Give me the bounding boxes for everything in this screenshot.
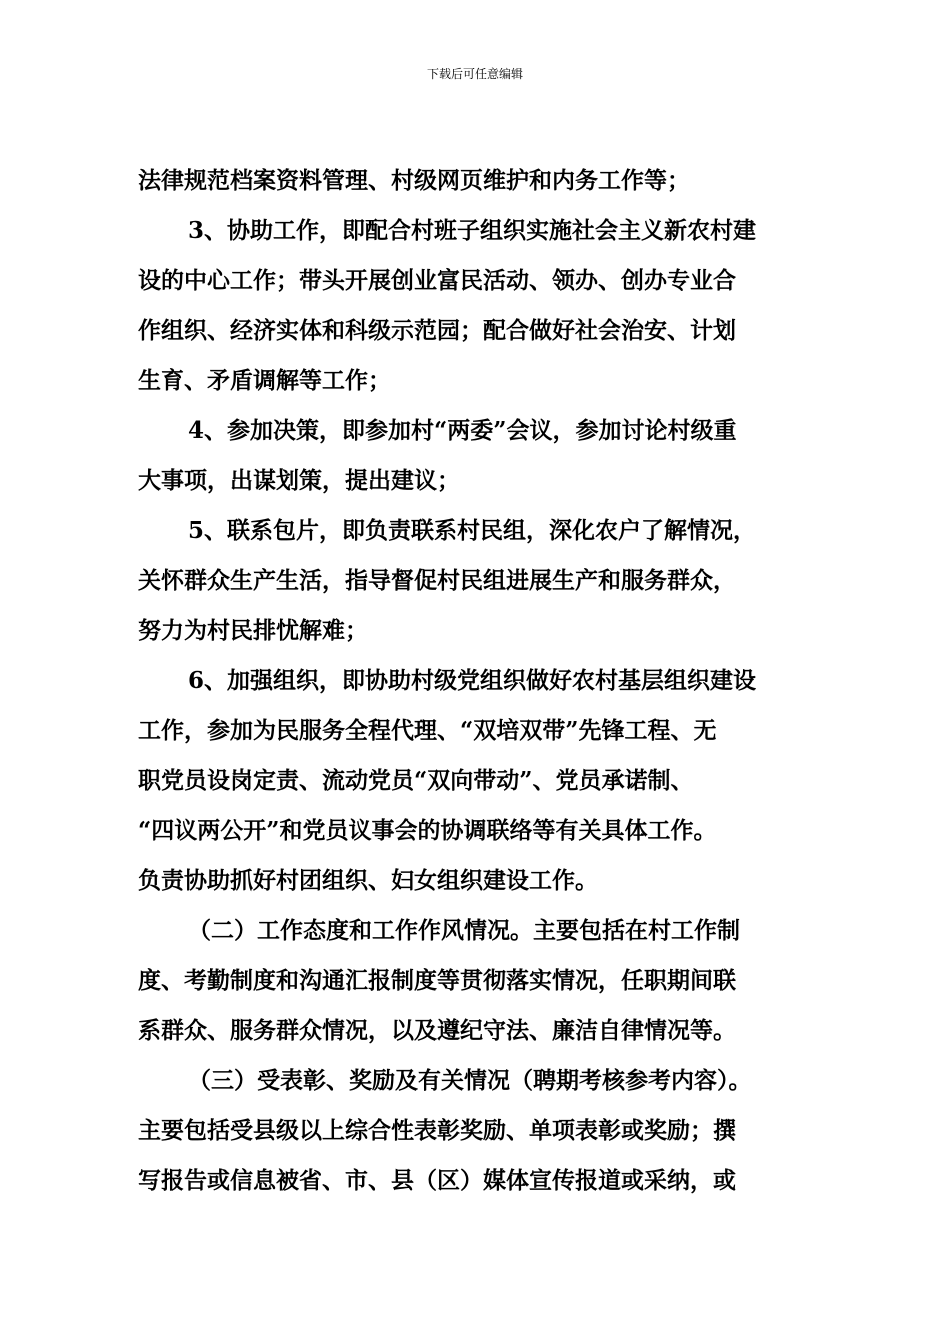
- body-line: 系群众、服务群众情况，以及遵纪守法、廉洁自律情况等。: [138, 1017, 736, 1044]
- body-line: 努力为村民排忧解难；: [138, 617, 368, 644]
- body-line: 大事项，出谋划策，提出建议；: [138, 467, 460, 494]
- body-line: 作组织、经济实体和科级示范园；配合做好社会治安、计划: [138, 317, 736, 344]
- body-line: （二）工作态度和工作作风情况。主要包括在村工作制: [188, 917, 740, 944]
- body-line: 工作，参加为民服务全程代理、“双培双带”先锋工程、无: [138, 717, 717, 744]
- body-line: 6、加强组织，即协助村级党组织做好农村基层组织建设: [188, 667, 757, 694]
- document-body: [138, 156, 818, 1206]
- body-line: 5、联系包片，即负责联系村民组，深化农户了解情况，: [188, 517, 757, 544]
- body-line: 设的中心工作；带头开展创业富民活动、领办、创办专业合: [138, 267, 736, 294]
- body-line: （三）受表彰、奖励及有关情况（聘期考核参考内容）。: [188, 1067, 752, 1094]
- body-line: 写报告或信息被省、市、县（区）媒体宣传报道或采纳，或: [138, 1167, 736, 1194]
- body-line: 4、参加决策，即参加村“两委”会议，参加讨论村级重: [188, 417, 737, 444]
- body-line: 负责协助抓好村团组织、妇女组织建设工作。: [138, 867, 598, 894]
- body-line: 法律规范档案资料管理、村级网页维护和内务工作等；: [138, 167, 690, 194]
- body-line: 度、考勤制度和沟通汇报制度等贯彻落实情况，任职期间联: [138, 967, 736, 994]
- body-line: 职党员设岗定责、流动党员“双向带动”、党员承诺制、: [138, 767, 694, 794]
- body-line: 主要包括受县级以上综合性表彰奖励、单项表彰或奖励；撰: [138, 1117, 736, 1144]
- body-line: 3、协助工作，即配合村班子组织实施社会主义新农村建: [188, 217, 757, 244]
- body-line: 关怀群众生产生活，指导督促村民组进展生产和服务群众，: [138, 567, 736, 594]
- body-line: 生育、矛盾调解等工作；: [138, 367, 391, 394]
- page-header: 下载后可任意编辑: [426, 67, 523, 81]
- body-line: “四议两公开”和党员议事会的协调联络等有关具体工作。: [138, 817, 717, 844]
